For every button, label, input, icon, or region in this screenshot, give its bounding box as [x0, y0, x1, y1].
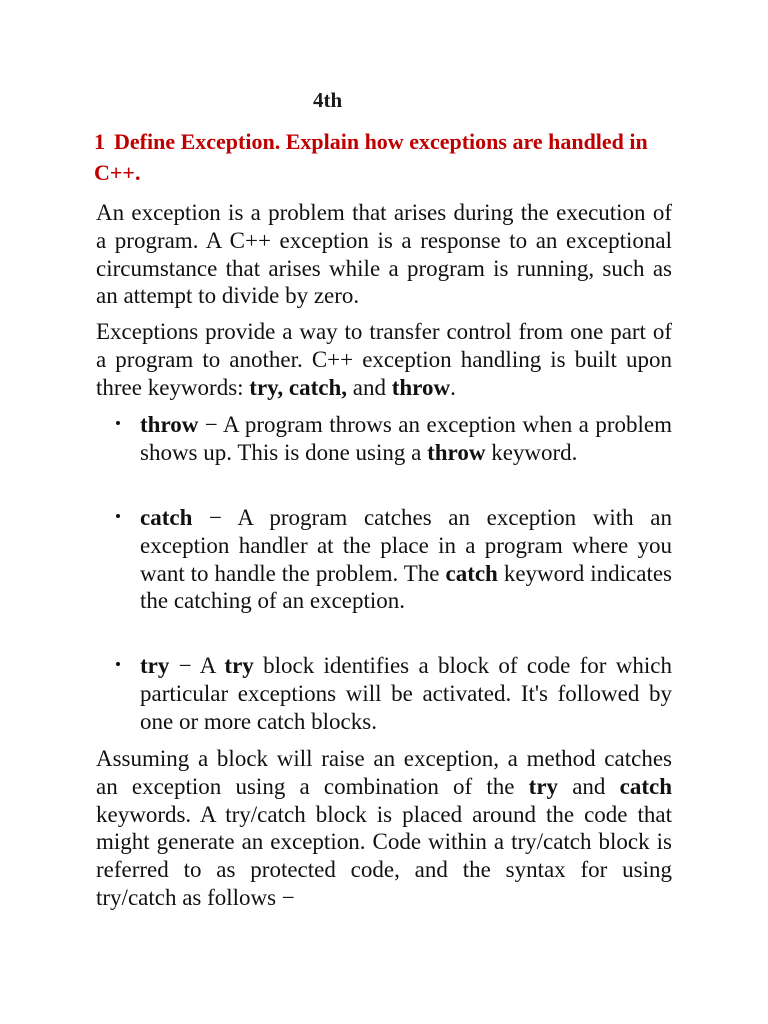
list-item-desc: − A — [169, 653, 225, 678]
paragraph-try-catch-mid: and — [558, 773, 620, 799]
bullet-dot-icon — [116, 421, 120, 425]
paragraph-intro: An exception is a problem that arises during the execution of a program. A C++ exception is a response to an exceptional circumstance that arises while a program is running, such as an attempt to divide by zero. — [96, 200, 672, 309]
list-item-text — [140, 504, 672, 615]
keyword-throw: throw — [391, 374, 451, 400]
list-item-keyword: try — [140, 653, 170, 678]
list-item-keyword: throw — [140, 412, 199, 437]
keyword-try-catch: try, catch, — [249, 374, 348, 400]
bullet-dot-icon — [116, 662, 120, 666]
list-item-desc: − A program catches an exception with an exception handler at the place in a program where you want to handle the problem. The — [140, 505, 672, 586]
list-item-inline-keyword: catch — [445, 560, 498, 586]
paragraph-keywords-prefix: Exceptions provide a way to transfer control from one part of a program to another. C++ exception handling is built upon three keywords: — [96, 319, 672, 400]
paragraph-keywords-mid: and — [347, 374, 392, 400]
list-item-keyword: catch — [140, 505, 193, 530]
list-item-text — [140, 411, 672, 467]
paragraph-try-catch — [96, 745, 672, 912]
keyword-try: try — [528, 773, 559, 799]
paragraph-try-catch-suffix: keywords. A try/catch block is placed around the code that might generate an exception. Code within a try/catch block is referred to as protected code, and the syntax for using try/catch as follows − — [96, 801, 672, 910]
paragraph-try-catch-prefix: Assuming a block will raise an exception, a method catches an exception using a combination of the — [96, 746, 672, 799]
paragraph-keywords-suffix: . — [450, 374, 456, 400]
list-item-text — [140, 652, 672, 735]
list-item-desc-end: block identifies a block of code for which particular exceptions will be activated. It's followed by one or more catch blocks. — [140, 653, 672, 734]
list-item-desc-end: keyword indicates the catching of an exception. — [140, 560, 672, 614]
list-item-inline-keyword: throw — [427, 439, 486, 465]
keyword-catch: catch — [619, 773, 672, 799]
question-number: 1 — [94, 129, 105, 154]
paragraph-keywords — [96, 318, 672, 401]
list-item-inline-keyword: try — [224, 653, 254, 678]
question-heading — [94, 126, 654, 188]
bullet-dot-icon — [116, 514, 120, 518]
list-item-desc: − A program throws an exception when a problem shows up. This is done using a — [140, 412, 672, 465]
chapter-label: 4th — [313, 88, 343, 112]
list-item-desc-end: keyword. — [485, 439, 578, 465]
question-text: Define Exception. Explain how exceptions are handled in C++. — [94, 129, 648, 185]
